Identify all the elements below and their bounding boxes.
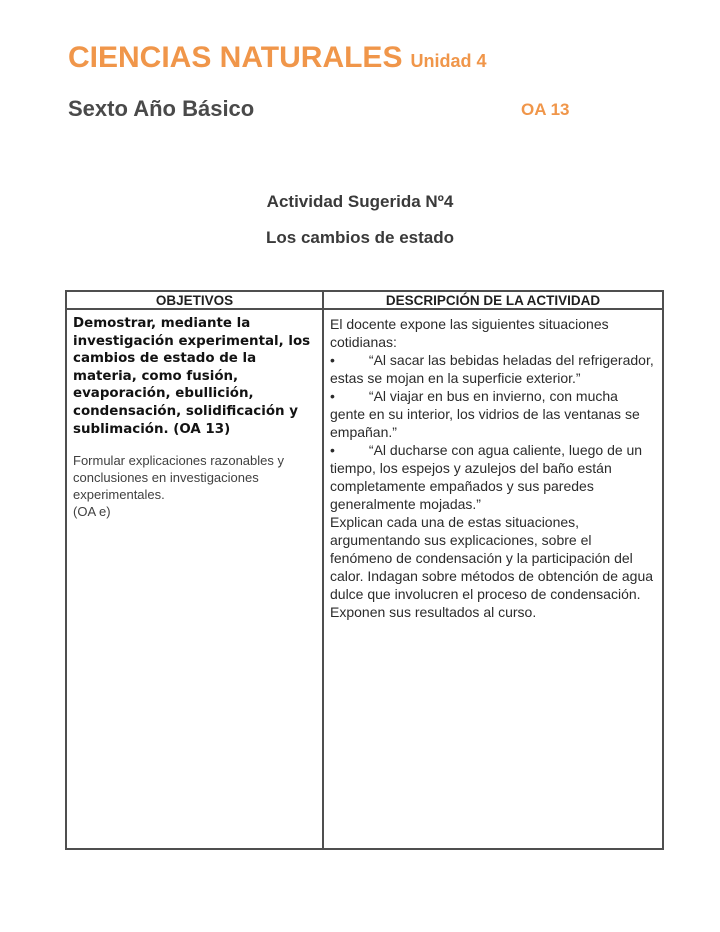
activity-subtitle: Los cambios de estado	[266, 228, 454, 247]
course-title: CIENCIAS NATURALES	[68, 41, 403, 74]
unit-label: Unidad 4	[410, 51, 487, 71]
description-text-block	[330, 315, 656, 621]
objective-reference: (OA e)	[73, 503, 111, 519]
masthead	[68, 42, 486, 74]
objectives-cell	[66, 309, 323, 849]
objectives-column-header: OBJETIVOS	[66, 291, 323, 309]
activity-titles	[0, 192, 720, 264]
description-closing: Explican cada una de estas situaciones, argumentando sus explicaciones, sobre el fenómeno de condensación y la participación del calor. Indagan sobre métodos de obtención de agua dulce que involucren el proceso de condensación. Exponen sus resultados al curso.	[330, 514, 657, 620]
description-intro: El docente expone las siguientes situaciones cotidianas:	[330, 316, 613, 350]
activity-table	[65, 290, 664, 850]
oa-badge: OA 13	[521, 100, 570, 119]
table-body-row	[66, 309, 663, 849]
description-cell	[323, 309, 663, 849]
description-bullet-2: • “Al viajar en bus en invierno, con mucha gente en su interior, los vidrios de las ventanas se empañan.”	[330, 388, 644, 440]
description-column-header: DESCRIPCIÓN DE LA ACTIVIDAD	[323, 291, 663, 309]
objective-main-text: Demostrar, mediante la investigación experimental, los cambios de estado de la materia, como fusión, evaporación, ebullición, condensación, solidificación y sublimación. (OA 13)	[73, 316, 311, 437]
table-header-row	[66, 291, 663, 309]
grade-subtitle: Sexto Año Básico	[68, 96, 255, 121]
activity-title: Actividad Sugerida Nº4	[266, 192, 454, 211]
objective-secondary-text: Formular explicaciones razonables y conclusiones en investigaciones experimentales.	[73, 453, 284, 502]
description-bullet-3: • “Al ducharse con agua caliente, luego de un tiempo, los espejos y azulejos del baño están completamente empañados y sus paredes generalmente mojadas.”	[330, 442, 646, 512]
description-bullet-1: • “Al sacar las bebidas heladas del refrigerador, estas se mojan en la superficie exterior.”	[330, 352, 658, 386]
